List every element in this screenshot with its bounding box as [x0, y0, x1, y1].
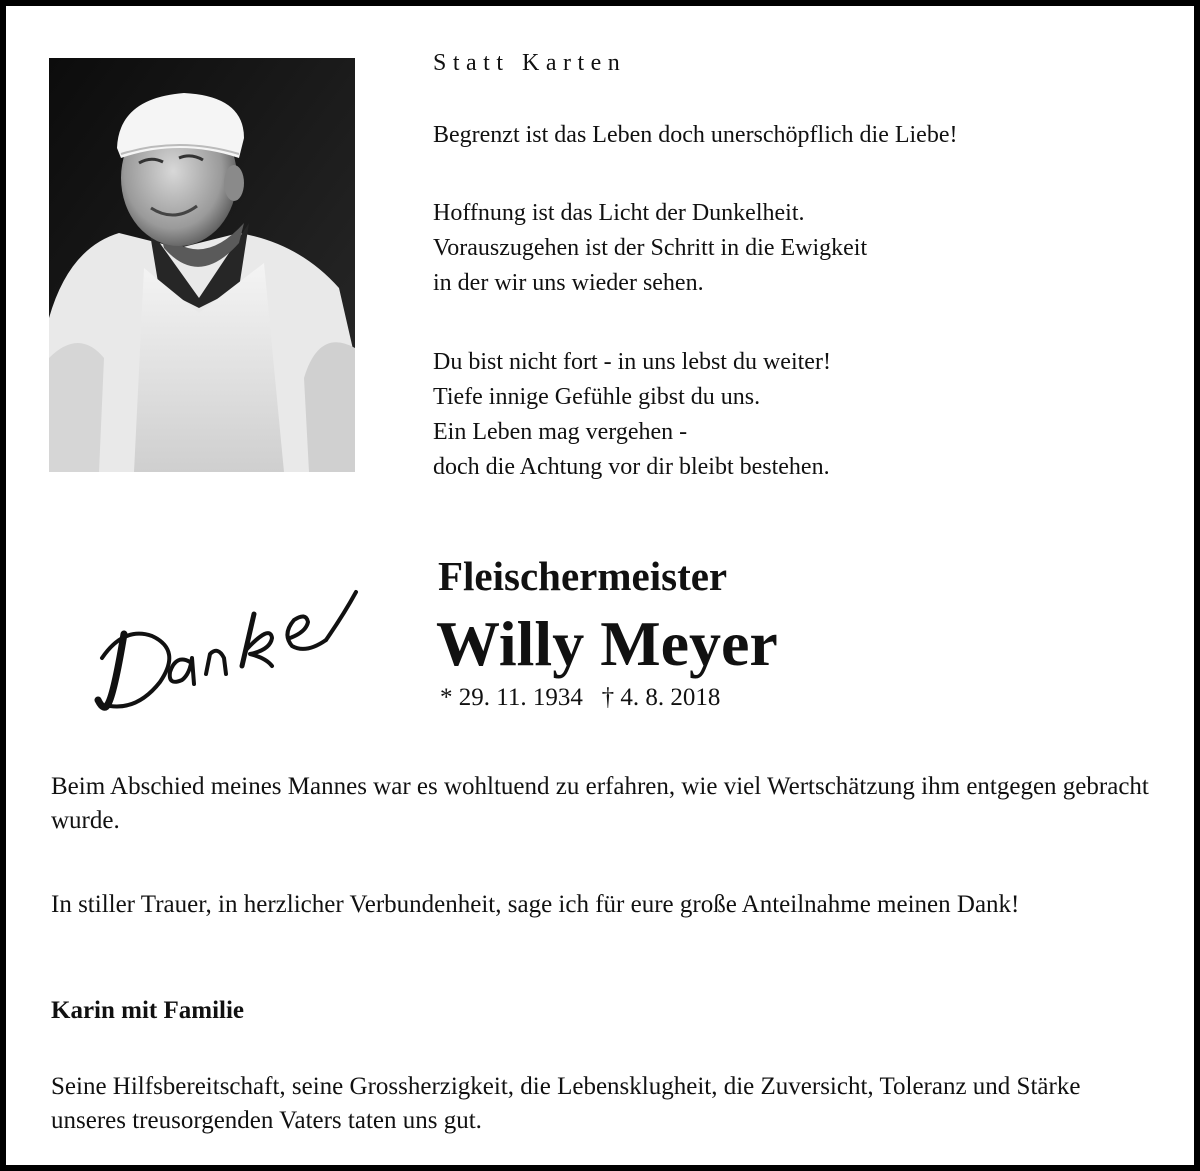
portrait-illustration — [49, 58, 355, 472]
poem-stanza-2 — [433, 196, 867, 301]
statt-karten-heading: Statt Karten — [433, 50, 627, 76]
thanks-paragraph-1: Beim Abschied meines Mannes war es wohltuend zu erfahren, wie viel Wertschätzung ihm entgegen gebracht wurde. — [51, 773, 1149, 834]
deceased-name: Willy Meyer — [436, 608, 778, 679]
poem-line: in der wir uns wieder sehen. — [433, 270, 704, 296]
danke-script-drawing — [94, 554, 364, 724]
poem-line: Vorauszugehen ist der Schritt in die Ewigkeit — [433, 235, 868, 261]
poem-line: doch die Achtung vor dir bleibt bestehen. — [433, 454, 830, 480]
obituary-card — [6, 6, 1194, 1165]
poem-line: Du bist nicht fort - in uns lebst du weiter! — [433, 349, 831, 375]
poem-stanza-1 — [433, 118, 957, 153]
poem-line: Tiefe innige Gefühle gibst du uns. — [433, 384, 761, 410]
poem-stanza-3 — [433, 345, 831, 485]
life-dates: * 29. 11. 1934 † 4. 8. 2018 — [440, 684, 721, 711]
thanks-paragraph-2: In stiller Trauer, in herzlicher Verbundenheit, sage ich für eure große Anteilnahme meinen Dank! — [51, 891, 1020, 918]
poem-line: Ein Leben mag vergehen - — [433, 419, 688, 445]
thanks-paragraph-3: Seine Hilfsbereitschaft, seine Grossherzigkeit, die Lebensklugheit, die Zuversicht, Toleranz und Stärke unseres treusorgenden Vaters taten uns gut. — [51, 1073, 1081, 1134]
portrait-photo — [49, 58, 355, 472]
danke-handwriting — [94, 554, 364, 729]
poem-line: Hoffnung ist das Licht der Dunkelheit. — [433, 200, 805, 226]
signature: Karin mit Familie — [51, 997, 245, 1024]
poem-line: Begrenzt ist das Leben doch unerschöpflich die Liebe! — [433, 122, 958, 148]
deceased-title: Fleischermeister — [438, 553, 728, 599]
